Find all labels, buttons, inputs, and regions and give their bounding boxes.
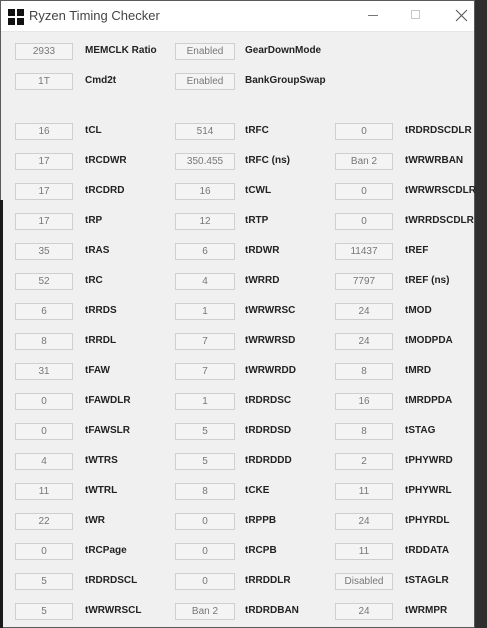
timing-row [1,273,476,293]
timing-value: 6 [175,243,235,260]
timing-value: 22 [15,513,73,530]
timing-label: tWRMPR [405,605,448,616]
timing-row [1,153,476,173]
timing-value: 17 [15,153,73,170]
timing-label: tPHYWRL [405,485,452,496]
timing-label: tCL [85,125,102,136]
timing-label: tWTRS [85,455,118,466]
maximize-button[interactable] [392,1,438,31]
timing-label: tWRWRSD [245,335,296,346]
timing-value: 4 [175,273,235,290]
timing-row [1,303,476,323]
timing-label: tRAS [85,245,110,256]
timing-label: tREF (ns) [405,275,450,286]
timing-value: 5 [15,603,73,620]
timing-row [1,543,476,563]
timing-label: tRDRDBAN [245,605,299,616]
timing-label: tRDRDSD [245,425,292,436]
timing-value: 52 [15,273,73,290]
timing-label: tMOD [405,305,432,316]
cmd2t-label: Cmd2t [85,75,117,86]
timing-row [1,393,476,413]
timing-label: tRDRDSCL [85,575,138,586]
timing-label: tREF [405,245,429,256]
timing-value: 24 [335,513,393,530]
geardownmode-label: GearDownMode [245,45,322,56]
timing-value: Ban 2 [335,153,393,170]
timing-row [1,513,476,533]
timing-label: tRRDDLR [245,575,291,586]
timing-row [1,183,476,203]
timing-value: 2 [335,453,393,470]
timing-value: 12 [175,213,235,230]
timing-value: 0 [15,543,73,560]
timing-row [1,603,476,623]
timing-value: 24 [335,333,393,350]
timing-row [1,123,476,143]
timing-value: 11 [335,483,393,500]
timing-value: 16 [175,183,235,200]
timing-label: tRDRDDD [245,455,292,466]
timing-label: tRPPB [245,515,277,526]
timing-value: 1 [175,303,235,320]
timing-label: tWRWRDD [245,365,296,376]
timing-label: tWRRDSCDLR [405,215,474,226]
timing-label: tRDRDSCDLR [405,125,472,136]
timing-value: 11437 [335,243,393,260]
timing-value: 35 [15,243,73,260]
timing-value: 6 [15,303,73,320]
timing-value: 11 [15,483,73,500]
timing-label: tRFC [245,125,269,136]
geardownmode-value: Enabled [175,43,235,60]
timing-row [1,243,476,263]
timing-value: Ban 2 [175,603,235,620]
timing-label: tWRWRSCDLR [405,185,476,196]
timing-value: 0 [175,513,235,530]
timing-label: tRDWR [245,245,280,256]
timing-value: 0 [15,393,73,410]
background-desktop [475,0,487,628]
timing-value: 31 [15,363,73,380]
timing-label: tPHYWRD [405,455,453,466]
timing-value: Disabled [335,573,393,590]
timing-value: 16 [335,393,393,410]
timing-row [1,363,476,383]
timing-value: 16 [15,123,73,140]
timing-label: tRC [85,275,103,286]
timing-row [1,213,476,233]
memclk-ratio-value: 2933 [15,43,73,60]
timing-row-memclk [1,43,476,63]
timing-label: tWR [85,515,105,526]
timing-value: 11 [335,543,393,560]
bankgroupswap-value: Enabled [175,73,235,90]
memclk-ratio-label: MEMCLK Ratio [85,45,157,56]
timing-row [1,573,476,593]
timing-label: tCWL [245,185,272,196]
timing-value: 17 [15,213,73,230]
timing-value: 7 [175,363,235,380]
timing-value: 0 [15,423,73,440]
timing-value: 7 [175,333,235,350]
timing-value: 8 [15,333,73,350]
timing-value: 8 [175,483,235,500]
timing-label: tMODPDA [405,335,453,346]
timing-label: tRRDL [85,335,117,346]
close-button[interactable] [438,1,484,31]
timing-label: tRTP [245,215,269,226]
timing-value: 0 [335,183,393,200]
timing-value: 5 [175,453,235,470]
timing-label: tRCPB [245,545,277,556]
timing-label: tWRRD [245,275,280,286]
timing-label: tRP [85,215,103,226]
timing-value: 514 [175,123,235,140]
timing-row [1,423,476,443]
timing-label: tFAW [85,365,110,376]
background-edge [0,200,3,628]
timing-value: 350.455 [175,153,235,170]
timing-label: tRDDATA [405,545,450,556]
timing-label: tWRWRSCL [85,605,142,616]
timing-label: tRRDS [85,305,117,316]
app-icon [8,9,24,25]
timing-label: tWTRL [85,485,118,496]
timing-value: 0 [175,573,235,590]
close-icon [455,9,468,22]
timing-value: 1 [175,393,235,410]
timing-label: tWRWRSC [245,305,296,316]
timing-value: 5 [15,573,73,590]
timing-row [1,483,476,503]
window-title: Ryzen Timing Checker [29,8,160,23]
timing-value: 4 [15,453,73,470]
timing-value: 17 [15,183,73,200]
timing-label: tSTAG [405,425,436,436]
timing-label: tMRD [405,365,432,376]
minimize-button[interactable] [348,1,394,31]
timing-label: tPHYRDL [405,515,450,526]
timing-label: tRCDWR [85,155,127,166]
title-bar[interactable] [1,1,474,32]
timing-row [1,453,476,473]
timing-label: tFAWSLR [85,425,130,436]
timing-label: tCKE [245,485,270,496]
timing-label: tRDRDSC [245,395,292,406]
timing-label: tWRWRBAN [405,155,464,166]
timing-label: tRFC (ns) [245,155,290,166]
timing-row [1,333,476,353]
timing-value: 8 [335,363,393,380]
timing-value: 0 [335,123,393,140]
timing-row-cmd2t [1,73,476,93]
timing-value: 0 [175,543,235,560]
timing-value: 5 [175,423,235,440]
timing-label: tSTAGLR [405,575,449,586]
timing-value: 0 [335,213,393,230]
timing-value: 8 [335,423,393,440]
cmd2t-value: 1T [15,73,73,90]
timing-value: 7797 [335,273,393,290]
timing-label: tFAWDLR [85,395,131,406]
timing-label: tRCPage [85,545,127,556]
timing-value: 24 [335,603,393,620]
timing-value: 24 [335,303,393,320]
timing-label: tRCDRD [85,185,125,196]
timing-label: tMRDPDA [405,395,453,406]
bankgroupswap-label: BankGroupSwap [245,75,326,86]
